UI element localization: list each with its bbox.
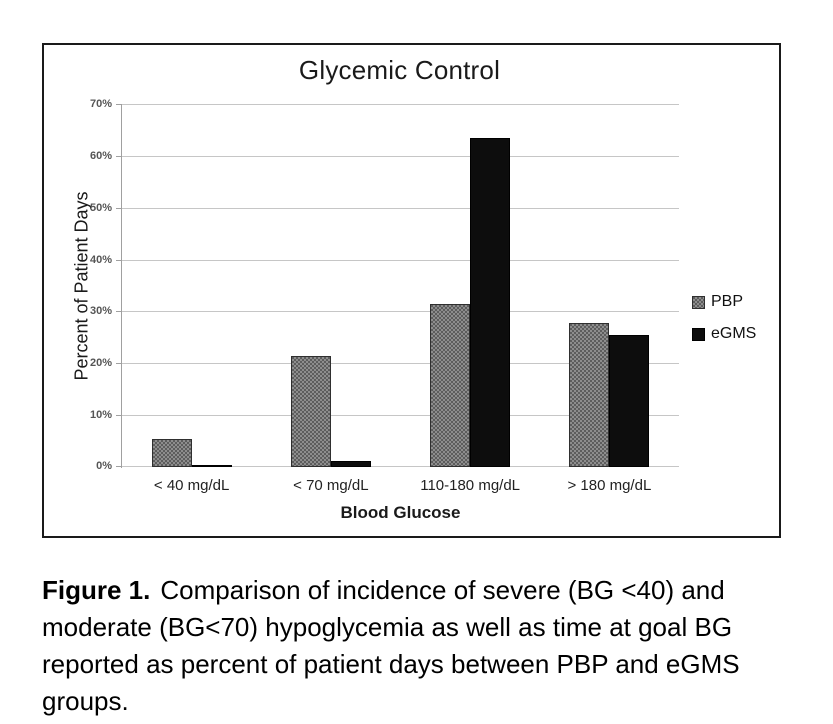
legend-swatch-pbp-icon [692,296,705,309]
chart-title: Glycemic Control [298,55,501,85]
chart-figure [42,43,781,538]
bar-group [401,104,540,467]
x-axis-title: Blood Glucose [340,503,461,522]
plot-area [122,104,679,467]
caption-line: groups. [42,686,129,716]
bar-pbp [430,304,470,467]
bar-group [122,104,261,467]
caption-label: Figure 1. [42,575,151,605]
legend-label: PBP [711,293,744,310]
bar-pbp [291,356,331,467]
y-tick-label: 70% [89,98,112,110]
bar-pbp [152,439,192,467]
y-tick-mark [116,363,122,364]
y-tick-mark [116,311,122,312]
y-tick-mark [116,208,122,209]
legend-label: eGMS [711,325,757,342]
category-label: > 180 mg/dL [567,477,652,494]
caption-text: Comparison of incidence of severe (BG <40) and [160,575,725,605]
figure-caption [42,572,762,720]
y-tick-mark [116,156,122,157]
legend-swatch-egms-icon [692,328,705,341]
legend-item-egms [692,325,756,343]
bar-egms [470,138,510,467]
bar-egms [609,335,649,467]
bar-pbp [569,323,609,467]
y-axis-ticks [44,45,112,536]
x-category-labels [122,477,679,494]
y-tick-label: 50% [89,202,112,214]
caption-line [42,572,762,609]
category-label: 110-180 mg/dL [420,477,521,494]
bar-egms [331,461,371,467]
category-label: < 70 mg/dL [293,477,369,494]
bar-group [261,104,400,467]
y-tick-label: 0% [96,460,112,472]
y-tick-mark [116,104,122,105]
y-tick-label: 10% [89,409,112,421]
y-tick-label: 40% [89,254,112,266]
caption-line: moderate (BG<70) hypoglycemia as well as time at goal BG [42,612,733,642]
bar-egms [192,465,232,467]
bar-group [540,104,679,467]
y-tick-label: 60% [89,150,112,162]
legend-item-pbp [692,293,756,311]
y-tick-mark [116,260,122,261]
legend [692,293,756,343]
caption-line: reported as percent of patient days between PBP and eGMS [42,649,740,679]
y-tick-mark [116,466,122,467]
category-label: < 40 mg/dL [153,477,230,494]
y-axis-title: Percent of Patient Days [71,191,92,381]
y-tick-label: 30% [89,305,112,317]
y-tick-mark [116,415,122,416]
y-tick-label: 20% [89,357,112,369]
